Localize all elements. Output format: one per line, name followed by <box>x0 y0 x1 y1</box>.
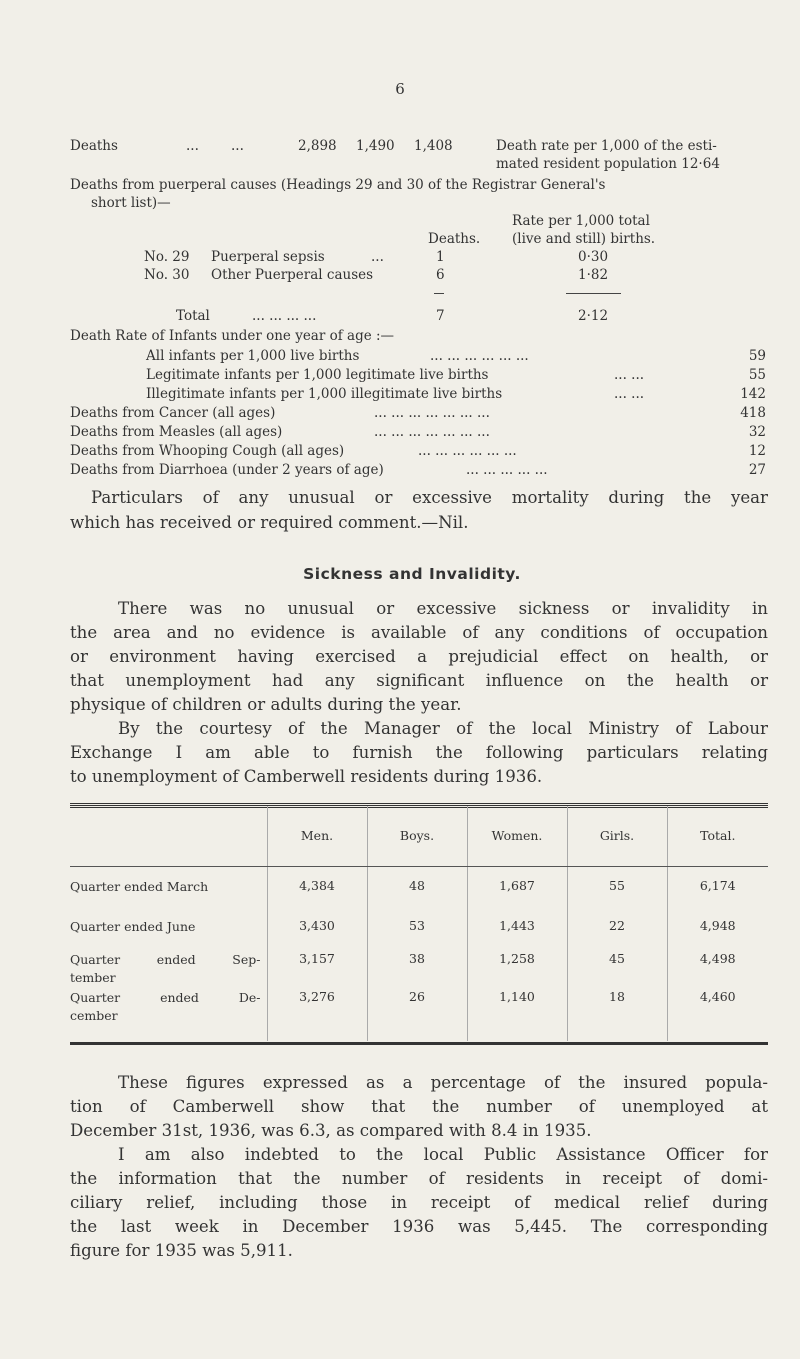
other-deaths-value: 12 <box>748 443 766 459</box>
other-deaths-label: Deaths from Diarrhoea (under 2 years of age) <box>70 462 384 478</box>
table-cell: 4,460 <box>667 989 768 1041</box>
infant-rate-label: All infants per 1,000 live births <box>146 348 360 364</box>
table-cell: 45 <box>567 948 667 989</box>
other-deaths-label: Deaths from Whooping Cough (all ages) <box>70 443 345 459</box>
closing-para-2-line: the information that the number of residents in receipt of domi- <box>70 1169 768 1188</box>
deaths-dots: ... <box>186 138 199 154</box>
puerperal-row-deaths: 1 <box>436 249 445 265</box>
other-deaths-dots: ... ... ... ... ... ... <box>418 443 517 459</box>
puerperal-row-rate: 0·30 <box>578 249 609 265</box>
row-label-text-2: tember <box>70 970 116 985</box>
puerperal-total-dots: ... ... ... ... <box>252 308 317 324</box>
sickness-para-1-line: or environment having exercised a prejudicial effect on health, or <box>70 647 768 666</box>
sickness-heading: Sickness and Invalidity. <box>303 565 521 583</box>
particulars-line-1: Particulars of any unusual or excessive mortality during the year <box>91 488 768 507</box>
infant-rate-value: 59 <box>748 348 766 364</box>
infant-rate-value: 142 <box>740 386 766 402</box>
row-label-text: Quarter ended De- <box>70 990 261 1005</box>
closing-para-2-line: ciliary relief, including those in receipt of medical relief during <box>70 1193 768 1212</box>
sickness-para-2-line: By the courtesy of the Manager of the local Ministry of Labour <box>118 719 768 738</box>
sickness-para-1-line: that unemployment had any significant influence on the health or <box>70 671 768 690</box>
infant-rate-heading: Death Rate of Infants under one year of age :— <box>70 328 395 344</box>
puerperal-row-dots: ... <box>371 249 384 265</box>
table-row <box>70 907 768 948</box>
puerperal-intro-2: short list)— <box>91 195 171 211</box>
table-header-cell: Men. <box>267 806 367 866</box>
table-header-row <box>70 806 768 866</box>
puerperal-row-no: No. 29 <box>144 249 190 265</box>
other-deaths-dots: ... ... ... ... ... ... ... <box>374 405 490 421</box>
puerperal-col-rate-2: (live and still) births. <box>512 231 656 247</box>
table-cell: 53 <box>367 907 467 948</box>
table-row-label <box>70 866 267 907</box>
deaths-total: 2,898 <box>298 138 337 154</box>
other-deaths-value: 418 <box>740 405 766 421</box>
page-number: 6 <box>395 80 405 98</box>
closing-para-1-line: These figures expressed as a percentage of the insured popula- <box>118 1073 768 1092</box>
table-cell: 4,498 <box>667 948 768 989</box>
table-header-cell <box>70 806 267 866</box>
infant-rate-value: 55 <box>748 367 766 383</box>
table-cell: 26 <box>367 989 467 1041</box>
row-label-text: Quarter ended March <box>70 878 209 894</box>
table-cell: 1,140 <box>467 989 567 1041</box>
death-rate-text-1: Death rate per 1,000 of the esti- <box>496 138 717 154</box>
table-cell: 18 <box>567 989 667 1041</box>
table-cell: 3,157 <box>267 948 367 989</box>
closing-para-2-line: the last week in December 1936 was 5,445. The corresponding <box>70 1217 768 1236</box>
row-label-text: Quarter ended Sep- <box>70 952 261 967</box>
particulars-line-2: which has received or required comment.—Nil. <box>70 513 469 532</box>
table-cell: 1,258 <box>467 948 567 989</box>
table-cell: 55 <box>567 866 667 907</box>
puerperal-col-rate-1: Rate per 1,000 total <box>512 213 650 229</box>
sickness-para-1-line: physique of children or adults during the year. <box>70 695 462 714</box>
sickness-para-1-line: There was no unusual or excessive sickness or invalidity in <box>118 599 768 618</box>
table-row-label <box>70 989 267 1041</box>
table-row <box>70 989 768 1041</box>
infant-rate-dots: ... ... ... ... ... ... <box>430 348 529 364</box>
table-row <box>70 866 768 907</box>
other-deaths-value: 32 <box>748 424 766 440</box>
deaths-male: 1,490 <box>356 138 395 154</box>
death-rate-text-2: mated resident population 12·64 <box>496 156 720 172</box>
sickness-para-2-line: to unemployment of Camberwell residents during 1936. <box>70 767 543 786</box>
table-cell: 22 <box>567 907 667 948</box>
table-cell: 6,174 <box>667 866 768 907</box>
table-header-cell: Boys. <box>367 806 467 866</box>
deaths-female: 1,408 <box>414 138 453 154</box>
table-cell: 48 <box>367 866 467 907</box>
deaths-label: Deaths <box>70 138 118 154</box>
table-row <box>70 948 768 989</box>
puerperal-row-deaths: 6 <box>436 267 445 283</box>
table-cell: 4,384 <box>267 866 367 907</box>
other-deaths-dots: ... ... ... ... ... <box>466 462 548 478</box>
table-bottom-rule <box>70 1042 768 1045</box>
puerperal-row-no: No. 30 <box>144 267 190 283</box>
table-cell: 4,948 <box>667 907 768 948</box>
puerperal-row-cause: Puerperal sepsis <box>211 249 325 265</box>
closing-para-1-line: December 31st, 1936, was 6.3, as compared with 8.4 in 1935. <box>70 1121 592 1140</box>
table-cell: 3,276 <box>267 989 367 1041</box>
puerperal-col-deaths: Deaths. <box>428 231 481 247</box>
closing-para-2-line: I am also indebted to the local Public Assistance Officer for <box>118 1145 768 1164</box>
puerperal-intro-1: Deaths from puerperal causes (Headings 29 and 30 of the Registrar General's <box>70 177 606 193</box>
sickness-para-2-line: Exchange I am able to furnish the following particulars relating <box>70 743 768 762</box>
infant-rate-dots: ... ... <box>614 367 645 383</box>
row-label-text: Quarter ended June <box>70 919 196 934</box>
closing-para-1-line: tion of Camberwell show that the number of unemployed at <box>70 1097 768 1116</box>
other-deaths-value: 27 <box>748 462 766 478</box>
deaths-dots-2: ... <box>231 138 244 154</box>
row-label-text-2: cember <box>70 1008 118 1023</box>
infant-rate-dots: ... ... <box>614 386 645 402</box>
table-cell: 38 <box>367 948 467 989</box>
table-header-cell: Women. <box>467 806 567 866</box>
table-row-label <box>70 948 267 989</box>
puerperal-row-cause: Other Puerperal causes <box>211 267 374 283</box>
other-deaths-label: Deaths from Measles (all ages) <box>70 424 283 440</box>
sickness-para-1-line: the area and no evidence is available of any conditions of occupation <box>70 623 768 642</box>
puerperal-row-rate: 1·82 <box>578 267 609 283</box>
table-cell: 1,687 <box>467 866 567 907</box>
unemployment-table <box>70 806 768 1041</box>
table-cell: 1,443 <box>467 907 567 948</box>
infant-rate-label: Illegitimate infants per 1,000 illegitimate live births <box>146 386 503 402</box>
puerperal-total-label: Total <box>176 308 210 324</box>
other-deaths-label: Deaths from Cancer (all ages) <box>70 405 276 421</box>
rate-sum-rule <box>566 293 621 294</box>
other-deaths-dots: ... ... ... ... ... ... ... <box>374 424 490 440</box>
table-header-cell: Girls. <box>567 806 667 866</box>
table-header-cell: Total. <box>667 806 768 866</box>
closing-para-2-line: figure for 1935 was 5,911. <box>70 1241 293 1260</box>
puerperal-total-deaths: 7 <box>436 308 445 324</box>
deaths-sum-rule <box>434 293 444 294</box>
table-cell: 3,430 <box>267 907 367 948</box>
table-row-label <box>70 907 267 948</box>
puerperal-total-rate: 2·12 <box>578 308 609 324</box>
infant-rate-label: Legitimate infants per 1,000 legitimate live births <box>146 367 489 383</box>
